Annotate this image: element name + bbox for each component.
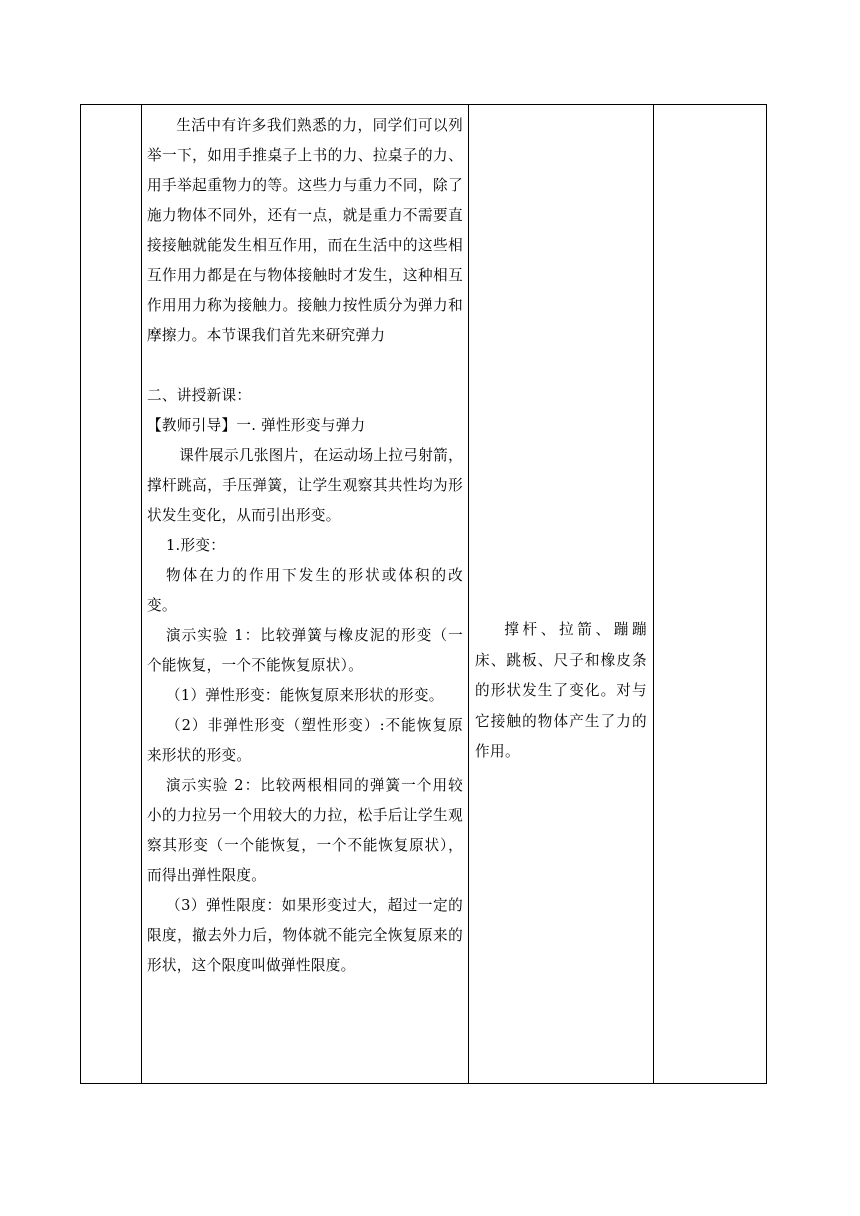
deformation-title: 1.形变： (165, 537, 226, 554)
lesson-plan-table (80, 104, 767, 1084)
elastic-deformation: （1）弹性形变：能恢复原来形状的形变。 (165, 687, 444, 704)
student-activity-text: 撑杆、拉箭、蹦蹦床、跳板、尺子和橡皮条的形状发生了变化。对与它接触的物体产生了力的作用。 (475, 621, 647, 760)
intro-paragraph: 生活中有许多我们熟悉的力，同学们可以列举一下，如用手推桌子上书的力、拉桌子的力、用手举起重物力的等。这些力与重力不同，除了施力物体不同外，还有一点，就是重力不需要直接接触就能发生相互作用，而在生活中的这些相互作用力都是在与物体接触时才发生，这种相互作用用力称为接触力。接触力按性质分为弹力和摩擦力。本节课我们首先来研究弹力 (147, 117, 463, 344)
elastic-limit: （3）弹性限度：如果形变过大，超过一定的限度，撤去外力后，物体就不能完全恢复原来的形状，这个限度叫做弹性限度。 (147, 897, 463, 974)
section-heading: 二、讲授新课： (147, 387, 252, 404)
teacher-guide-heading: 【教师引导】一. 弹性形变与弹力 (147, 417, 366, 434)
inelastic-deformation: （2）非弹性形变（塑性形变）:不能恢复原来形状的形变。 (147, 717, 463, 764)
deformation-definition: 物体在力的作用下发生的形状或体积的改变。 (147, 567, 463, 614)
courseware-paragraph: 课件展示几张图片，在运动场上拉弓射箭，撑杆跳高，手压弹簧，让学生观察其共性均为形状发生变化，从而引出形变。 (147, 447, 463, 524)
student-activity-cell (469, 105, 654, 1084)
teaching-process-cell (142, 105, 469, 1084)
table-row (81, 105, 767, 1084)
demo-experiment-2: 演示实验 2：比较两根相同的弹簧一个用较小的力拉另一个用较大的力拉，松手后让学生观察其形变（一个能恢复，一个不能恢复原状），而得出弹性限度。 (147, 777, 463, 884)
demo-experiment-1: 演示实验 1：比较弹簧与橡皮泥的形变（一个能恢复，一个不能恢复原状）。 (147, 627, 463, 674)
left-empty-cell (81, 105, 142, 1084)
right-empty-cell (654, 105, 767, 1084)
blank-line (147, 351, 463, 381)
